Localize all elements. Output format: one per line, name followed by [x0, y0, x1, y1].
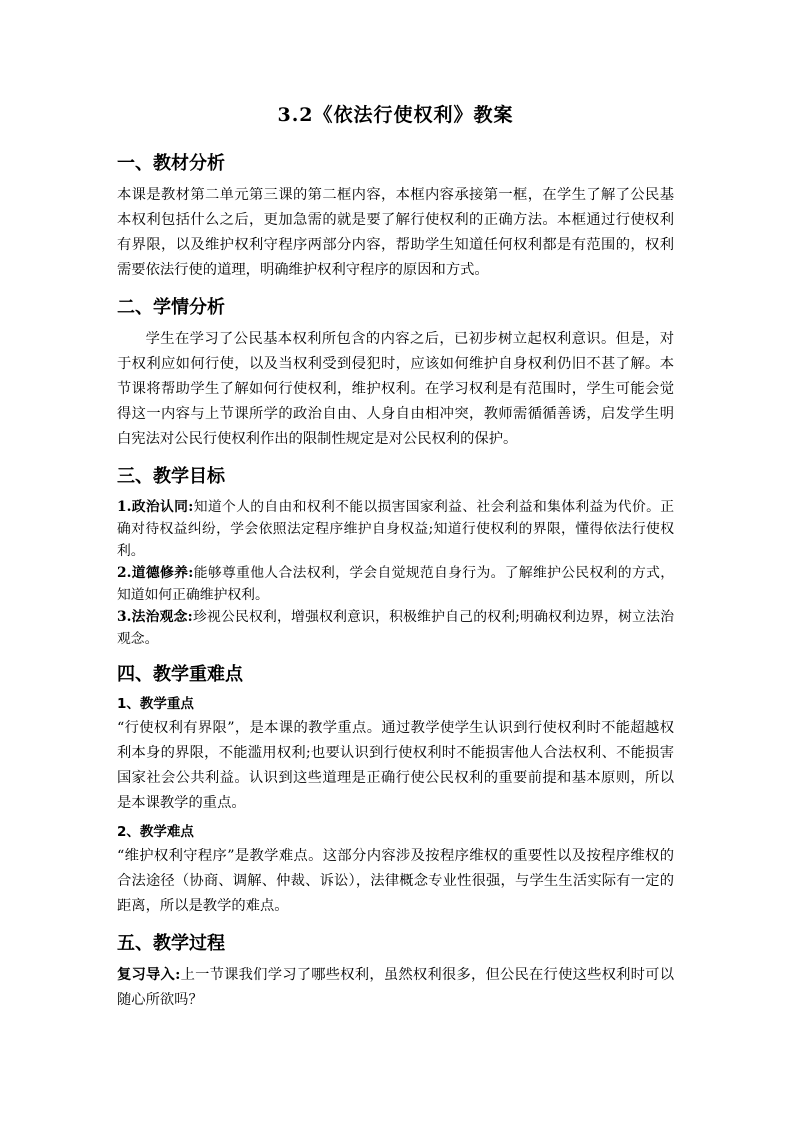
goal-label: 3.法治观念: [117, 609, 193, 625]
goal-text: 知道个人的自由和权利不能以损害国家利益、社会利益和集体利益为代价。正确对待权益纠纷，学会依照法定程序维护自身权益;知道行使权利的界限，懂得依法行使权利。 [117, 499, 675, 559]
section-heading-key-difficult-points: 四、教学重难点 [117, 664, 243, 685]
goal-moral-cultivation [117, 562, 674, 606]
section-heading-teaching-goals: 三、教学目标 [117, 466, 225, 487]
goal-political-identity [117, 496, 674, 562]
section-heading-textbook-analysis: 一、教材分析 [117, 153, 225, 174]
review-intro-label: 复习导入: [117, 967, 181, 983]
student-analysis-paragraph: 学生在学习了公民基本权利所包含的内容之后，已初步树立起权利意识。但是，对于权利应如何行使，以及当权利受到侵犯时，应该如何维护自身权利仍旧不甚了解。本节课将帮助学生了解如何行使权利，维护权利。在学习权利是有范围时，学生可能会觉得这一内容与上节课所学的政治自由、人身自由相冲突，教师需循循善诱，启发学生明白宪法对公民行使权利作出的限制性规定是对公民权利的保护。 [117, 331, 674, 447]
goal-label: 2.道德修养: [117, 565, 194, 581]
difficult-point-paragraph: “维护权利守程序”是教学难点。这部分内容涉及按程序维权的重要性以及按程序维权的合法途径（协商、调解、仲裁、诉讼），法律概念专业性很强，与学生生活实际有一定的距离，所以是教学的难点。 [117, 848, 674, 914]
goal-rule-of-law [117, 606, 674, 650]
key-point-paragraph: “行使权利有界限”，是本课的教学重点。通过教学使学生认识到行使权利时不能超越权利本身的界限，不能滥用权利;也要认识到行使权利时不能损害他人合法权利、不能损害国家社会公共利益。认识到这些道理是正确行使公民权利的重要前提和基本原则，所以是本课教学的重点。 [117, 720, 674, 811]
section-heading-teaching-process: 五、教学过程 [117, 933, 225, 954]
goal-text: 能够尊重他人合法权利，学会自觉规范自身行为。了解维护公民权利的方式，知道如何正确维护权利。 [117, 565, 675, 603]
document-title: 3.2《依法行使权利》教案 [277, 104, 514, 126]
subheading-difficult-point: 2、教学难点 [117, 824, 194, 840]
textbook-analysis-paragraph: 本课是教材第二单元第三课的第二框内容，本框内容承接第一框，在学生了解了公民基本权利包括什么之后，更加急需的就是要了解行使权利的正确方法。本框通过行使权利有界限，以及维护权利守程序两部分内容，帮助学生知道任何权利都是有范围的，权利需要依法行使的道理，明确维护权利守程序的原因和方式。 [117, 187, 674, 278]
document-body [117, 100, 674, 1013]
subheading-key-point: 1、教学重点 [117, 696, 194, 712]
teaching-goals-list [117, 496, 674, 650]
section-heading-student-analysis: 二、学情分析 [117, 297, 225, 318]
goal-text: 珍视公民权利，增强权利意识，积极维护自己的权利;明确权利边界，树立法治观念。 [117, 609, 674, 647]
goal-label: 1.政治认同: [117, 499, 194, 515]
review-intro-text: 上一节课我们学习了哪些权利，虽然权利很多，但公民在行使这些权利时可以随心所欲吗？ [117, 967, 674, 1008]
review-intro-paragraph [117, 963, 674, 1013]
